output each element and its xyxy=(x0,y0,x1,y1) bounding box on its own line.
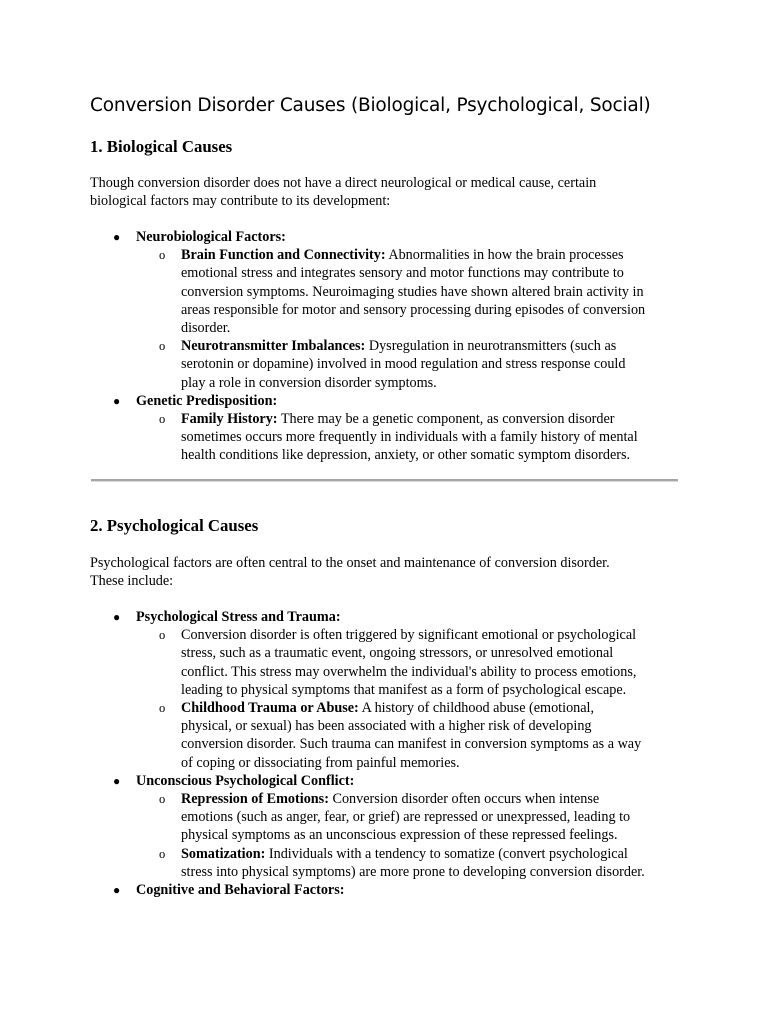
sub-item-text: of coping or dissociating from painful memories. xyxy=(181,754,460,771)
sub-item-text: conversion disorder. Such trauma can manifest in conversion symptoms as a way xyxy=(181,736,642,753)
sub-item-text: conflict. This stress may overwhelm the individual's ability to process emotions, xyxy=(181,663,637,680)
list-item xyxy=(90,608,690,772)
sub-item-text: emotions (such as anger, fear, or grief) are repressed or unexpressed, leading to xyxy=(181,809,631,826)
section-intro-biological xyxy=(90,174,680,210)
sub-item-text: stress, such as a traumatic event, ongoing stressors, or unresolved emotional xyxy=(181,645,614,662)
bullet-icon: ● xyxy=(113,393,121,408)
sub-item-label: Repression of Emotions: xyxy=(181,791,329,808)
list-item-label: Psychological Stress and Trauma: xyxy=(136,609,341,625)
circle-bullet-icon: o xyxy=(159,248,166,263)
intro-line: Though conversion disorder does not have a direct neurological or medical cause, certain xyxy=(90,175,597,191)
sub-item-text: sometimes occurs more frequently in individuals with a family history of mental xyxy=(181,429,638,446)
bullet-icon: ● xyxy=(113,610,121,624)
list-item xyxy=(90,392,690,465)
sub-item-text: Individuals with a tendency to somatize (convert psychological xyxy=(268,845,628,862)
sub-item-text: leading to physical symptoms that manifest as a form of psychological escape. xyxy=(181,681,627,698)
circle-bullet-icon: o xyxy=(159,792,166,807)
sub-list xyxy=(136,626,690,772)
circle-bullet-icon: o xyxy=(159,339,166,354)
sub-item-text: stress into physical symptoms) are more prone to developing conversion disorder. xyxy=(181,863,645,880)
circle-bullet-icon: o xyxy=(159,628,166,643)
psychological-factors-list xyxy=(90,608,690,899)
biological-factors-list xyxy=(90,228,690,465)
sub-item-label: Somatization: xyxy=(181,845,266,862)
sub-item-label: Neurotransmitter Imbalances: xyxy=(181,338,366,355)
sub-list-item xyxy=(136,246,690,337)
sub-list-item xyxy=(136,845,690,881)
sub-item-text: areas responsible for motor and sensory processing during episodes of conversion xyxy=(181,301,646,318)
sub-item-text: There may be a genetic component, as conversion disorder xyxy=(280,411,615,428)
sub-item-text: emotional stress and integrates sensory and motor functions may contribute to xyxy=(181,265,624,282)
intro-line: biological factors may contribute to its development: xyxy=(90,193,391,210)
sub-list xyxy=(136,410,690,465)
intro-line: Psychological factors are often central to the onset and maintenance of conversion disorder. xyxy=(90,555,610,571)
intro-line: These include: xyxy=(90,573,174,590)
document-title: Conversion Disorder Causes (Biological, Psychological, Social) xyxy=(90,95,651,116)
sub-item-text: serotonin or dopamine) involved in mood regulation and stress response could xyxy=(181,356,626,373)
sub-list-item xyxy=(136,337,690,392)
list-item xyxy=(90,772,690,881)
list-item xyxy=(90,881,690,899)
sub-list-item xyxy=(136,626,690,699)
circle-bullet-icon: o xyxy=(159,846,166,861)
list-item-label: Genetic Predisposition: xyxy=(136,392,278,409)
sub-list-item xyxy=(136,790,690,845)
section-intro-psychological xyxy=(90,554,680,590)
sub-item-text: health conditions like depression, anxiety, or other somatic symptom disorders. xyxy=(181,447,631,464)
sub-list xyxy=(136,790,690,881)
circle-bullet-icon: o xyxy=(159,701,166,716)
sub-item-text: Dysregulation in neurotransmitters (such as xyxy=(368,338,617,355)
sub-item-text: play a role in conversion disorder symptoms. xyxy=(181,374,437,391)
sub-item-label: Family History: xyxy=(181,411,278,428)
sub-item-text: Conversion disorder is often triggered by significant emotional or psychological xyxy=(181,627,637,644)
sub-list-item xyxy=(136,410,690,465)
section-heading-biological: 1. Biological Causes xyxy=(90,137,233,156)
sub-list xyxy=(136,246,690,392)
sub-item-text: Abnormalities in how the brain processes xyxy=(388,247,624,264)
circle-bullet-icon: o xyxy=(159,412,166,427)
horizontal-divider xyxy=(91,479,678,482)
sub-item-text: physical, or sexual) has been associated with a higher risk of developing xyxy=(181,718,592,735)
bullet-icon: ● xyxy=(113,773,121,788)
list-item-label: Cognitive and Behavioral Factors: xyxy=(136,882,345,899)
sub-item-text: conversion symptoms. Neuroimaging studies have shown altered brain activity in xyxy=(181,283,644,300)
sub-item-text: Conversion disorder often occurs when intense xyxy=(332,791,600,808)
sub-item-text: A history of childhood abuse (emotional, xyxy=(361,700,595,717)
list-item xyxy=(90,228,690,392)
sub-item-label: Brain Function and Connectivity: xyxy=(181,247,386,264)
list-item-label: Neurobiological Factors: xyxy=(136,229,286,245)
sub-item-text: disorder. xyxy=(181,320,231,337)
sub-list-item xyxy=(136,699,690,772)
bullet-icon: ● xyxy=(113,230,121,244)
bullet-icon: ● xyxy=(113,883,121,898)
list-item-label: Unconscious Psychological Conflict: xyxy=(136,772,355,789)
section-heading-psychological: 2. Psychological Causes xyxy=(90,516,259,535)
sub-item-label: Childhood Trauma or Abuse: xyxy=(181,700,359,717)
sub-item-text: physical symptoms as an unconscious expression of these repressed feelings. xyxy=(181,827,618,844)
